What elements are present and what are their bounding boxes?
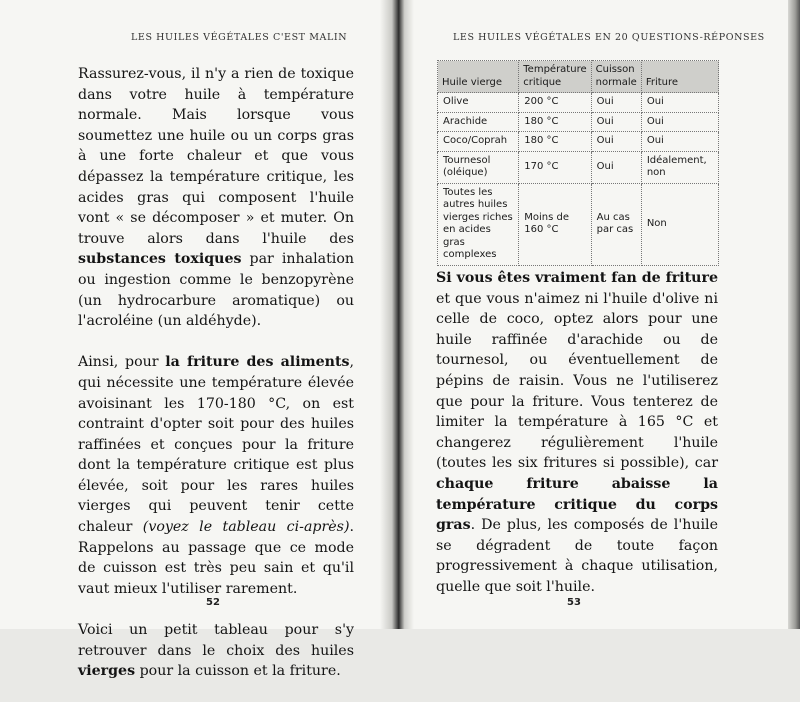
text-run: Ainsi, pour bbox=[78, 354, 166, 371]
table-cell: Oui bbox=[641, 93, 718, 113]
text-run: et que vous n'aimez ni l'huile d'olive ni celle de coco, optez alors pour une huile raffinée d'arachide ou de tournesol, ou éventuellement de pépins de raisin. Vous ne l'utiliserez que pour la friture. Vous tenterez de limiter la température à 165 °C et changerez régulièrement l'huile (toutes les six fritures si possible), car bbox=[436, 290, 718, 472]
table-cell: Tournesol (oléique) bbox=[438, 151, 519, 183]
paragraph bbox=[78, 620, 354, 682]
table-cell: Olive bbox=[438, 93, 519, 113]
table-cell: Arachide bbox=[438, 112, 519, 132]
right-running-head: LES HUILES VÉGÉTALES EN 20 QUESTIONS-RÉPONSES bbox=[453, 32, 765, 43]
table-row bbox=[438, 132, 719, 152]
bold-run: vierges bbox=[78, 663, 136, 680]
table-cell: Moins de 160 °C bbox=[519, 183, 591, 265]
table-row bbox=[438, 183, 719, 265]
bold-run: Si vous êtes vraiment fan de friture bbox=[436, 270, 718, 286]
table-header-cell: Friture bbox=[641, 61, 718, 93]
table-cell: Au cas par cas bbox=[591, 183, 641, 265]
table-cell: Oui bbox=[641, 112, 718, 132]
text-run: pour la cuisson et la friture. bbox=[135, 663, 341, 680]
table-header-cell: Température critique bbox=[519, 61, 591, 93]
table-cell: Oui bbox=[591, 151, 641, 183]
table-cell: Oui bbox=[641, 132, 718, 152]
bold-run: la friture des aliments bbox=[165, 354, 350, 371]
text-run: Rassurez-vous, il n'y a rien de toxique dans votre huile à température normale. Mais lorsque vous soumettez une huile ou un corps gras à une forte chaleur et que vous dépassez la température critique, les acides gras qui composent l'huile vont « se décomposer » et muter. On trouve alors dans l'huile des bbox=[78, 66, 354, 247]
page-edge-shadow bbox=[788, 0, 800, 629]
left-running-head: LES HUILES VÉGÉTALES C'EST MALIN bbox=[131, 32, 348, 43]
table-row bbox=[438, 151, 719, 183]
table-row bbox=[438, 93, 719, 113]
left-page-number: 52 bbox=[206, 597, 220, 608]
table-cell: 180 °C bbox=[519, 132, 591, 152]
paragraph bbox=[78, 64, 354, 332]
table-row bbox=[438, 112, 719, 132]
right-page bbox=[406, 0, 790, 629]
text-run: Voici un petit tableau pour s'y retrouver dans le choix des huiles bbox=[78, 622, 354, 659]
left-page bbox=[0, 0, 392, 680]
text-run: . Rappelons au passage que ce mode de cuisson est très peu sain et qu'il vaut mieux l'utiliser rarement. bbox=[78, 519, 354, 597]
table-cell: Oui bbox=[591, 112, 641, 132]
book-gutter-shadow bbox=[380, 0, 414, 629]
text-run: par inhalation ou ingestion comme le benzopyrène (un hydrocarbure aromatique) ou l'acroléine (un aldéhyde). bbox=[78, 251, 355, 330]
bold-run: chaque friture abaisse la température critique du corps gras bbox=[436, 475, 718, 534]
right-body-text bbox=[436, 268, 718, 618]
table-cell: Coco/Coprah bbox=[438, 132, 519, 152]
right-page-number: 53 bbox=[567, 597, 581, 608]
table-cell: Oui bbox=[591, 93, 641, 113]
text-run: . De plus, les composés de l'huile se dégradent de toute façon progressivement à chaque utilisation, quelle que soit l'huile. bbox=[436, 517, 718, 595]
italic-run: (voyez le tableau ci-après) bbox=[142, 519, 350, 536]
table-cell: 180 °C bbox=[519, 112, 591, 132]
table-header-cell: Cuisson normale bbox=[591, 61, 641, 93]
bold-run: substances toxiques bbox=[78, 251, 242, 268]
table-cell: Oui bbox=[591, 132, 641, 152]
table-header-cell: Huile vierge bbox=[438, 61, 519, 93]
table-cell: 200 °C bbox=[519, 93, 591, 113]
table-cell: Toutes les autres huiles vierges riches en acides gras complexes bbox=[438, 183, 519, 265]
table-header-row bbox=[438, 61, 719, 93]
text-run: , qui nécessite une température élevée avoisinant les 170-180 °C, on est contraint d'opter soit pour des huiles raffinées et conçues pour la friture dont la température critique est plus élevée, soit pour les rares huiles vierges qui peuvent tenir cette chaleur bbox=[78, 354, 354, 536]
table-cell: Non bbox=[641, 183, 718, 265]
table-cell: Idéalement, non bbox=[641, 151, 718, 183]
paragraph bbox=[78, 352, 354, 599]
paragraph bbox=[436, 268, 718, 598]
oil-temperature-table bbox=[437, 60, 719, 266]
table-cell: 170 °C bbox=[519, 151, 591, 183]
